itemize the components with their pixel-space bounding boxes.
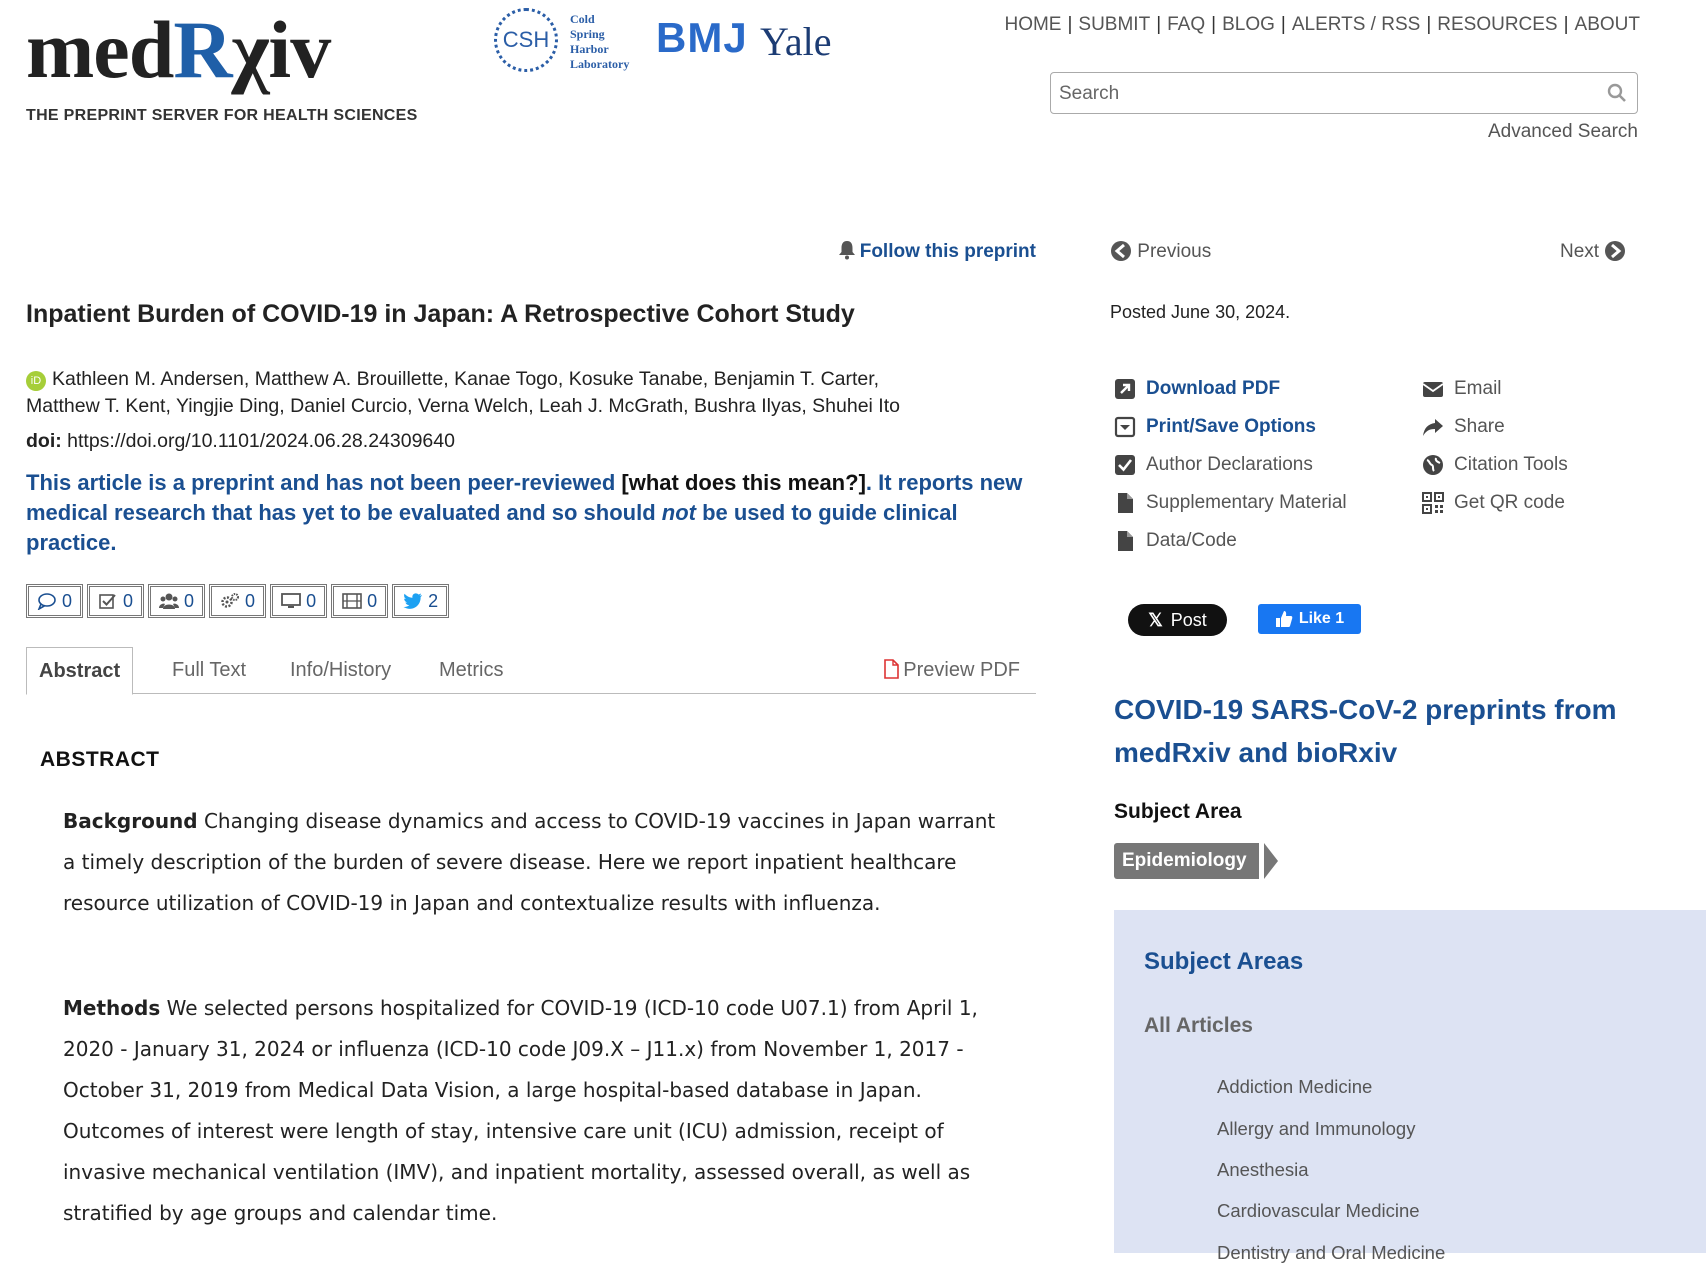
file-icon <box>1114 530 1136 552</box>
nav-separator: | <box>1426 14 1432 35</box>
author-list <box>26 366 1006 420</box>
nav-separator: | <box>1211 14 1217 35</box>
metric-film[interactable] <box>331 584 388 618</box>
note-text-3: be used to guide clinical practice. <box>26 500 958 555</box>
tab-metrics[interactable]: Metrics <box>439 659 504 681</box>
note-text-1: This article is a preprint and has not been peer-reviewed <box>26 470 622 495</box>
subject-addiction-medicine[interactable]: Addiction Medicine <box>1217 1076 1373 1097</box>
pdf-file-icon <box>883 659 899 679</box>
users-icon <box>159 592 179 610</box>
qr-code-label: Get QR code <box>1454 492 1565 513</box>
bell-icon <box>838 240 856 260</box>
nav-home[interactable]: HOME <box>1004 14 1062 35</box>
nav-alerts-rss[interactable]: ALERTS / RSS <box>1291 14 1421 35</box>
medrxiv-logo[interactable] <box>26 0 330 100</box>
data-code-link[interactable] <box>1114 530 1237 552</box>
covid-preprints-link[interactable]: COVID-19 SARS-CoV-2 preprints from medRxiv and bioRxiv <box>1114 694 1617 768</box>
dropdown-box-icon <box>1114 416 1136 438</box>
metric-count: 0 <box>306 590 317 611</box>
checkbox-icon <box>98 592 118 610</box>
subject-areas-panel <box>1114 910 1706 1263</box>
note-bracket-close: ] <box>858 470 866 495</box>
advanced-search-link[interactable]: Advanced Search <box>1488 121 1638 142</box>
csh-line: Cold <box>570 12 595 26</box>
nav-about[interactable]: ABOUT <box>1574 14 1640 35</box>
csh-wordmark <box>570 12 629 72</box>
csh-line: Laboratory <box>570 57 630 71</box>
follow-label: Follow this preprint <box>859 241 1036 262</box>
note-not: not <box>661 500 696 525</box>
nav-blog[interactable]: BLOG <box>1222 14 1275 35</box>
preprint-disclaimer <box>26 468 1026 558</box>
thumbs-up-icon <box>1275 610 1293 628</box>
subject-cardiovascular-medicine[interactable]: Cardiovascular Medicine <box>1217 1200 1420 1221</box>
search-input[interactable] <box>1057 79 1601 109</box>
metric-users[interactable] <box>148 584 205 618</box>
search-box <box>1050 72 1638 114</box>
article-title: Inpatient Burden of COVID-19 in Japan: A Retrospective Cohort Study <box>26 300 855 328</box>
csh-line: Harbor <box>570 42 609 56</box>
search-icon[interactable] <box>1607 83 1627 103</box>
fb-like-label: Like 1 <box>1298 610 1345 627</box>
tab-full-text[interactable]: Full Text <box>172 659 247 681</box>
yale-logo[interactable]: Yale <box>760 19 832 64</box>
download-pdf-label: Download PDF <box>1146 378 1281 399</box>
metric-count: 0 <box>367 590 378 611</box>
nav-faq[interactable]: FAQ <box>1167 14 1206 35</box>
data-code-label: Data/Code <box>1146 530 1237 551</box>
twitter-icon <box>403 592 423 610</box>
abstract-methods <box>63 988 1003 1234</box>
share-icon <box>1422 416 1444 438</box>
qr-code-link[interactable] <box>1422 492 1565 514</box>
what-does-this-mean-link[interactable]: what does this mean? <box>628 470 859 495</box>
download-pdf-link[interactable] <box>1114 378 1280 400</box>
metric-comments[interactable] <box>26 584 83 618</box>
altmetric-row <box>26 584 449 618</box>
external-link-icon <box>1114 378 1136 400</box>
abstract-background <box>63 801 1003 924</box>
author-declarations-label: Author Declarations <box>1146 454 1313 475</box>
print-save-label: Print/Save Options <box>1146 416 1316 437</box>
nav-submit[interactable]: SUBMIT <box>1078 14 1151 35</box>
doi-link[interactable]: https://doi.org/10.1101/2024.06.28.24309640 <box>67 430 455 452</box>
nav-separator: | <box>1156 14 1162 35</box>
csh-logo[interactable] <box>494 8 558 72</box>
authors-line-1[interactable]: Kathleen M. Andersen, Matthew A. Brouillette, Kanae Togo, Kosuke Tanabe, Benjamin T. Carter, <box>52 368 880 390</box>
film-icon <box>342 592 362 610</box>
next-link[interactable] <box>1560 240 1700 263</box>
share-link[interactable] <box>1422 416 1505 438</box>
all-articles-link[interactable]: All Articles <box>1144 1014 1253 1037</box>
x-post-button[interactable] <box>1128 604 1227 636</box>
qr-code-icon <box>1422 492 1444 514</box>
arrow-left-circle-icon <box>1110 240 1132 262</box>
subject-anesthesia[interactable]: Anesthesia <box>1217 1159 1309 1180</box>
metric-count: 0 <box>123 590 134 611</box>
supplementary-material-link[interactable] <box>1114 492 1347 514</box>
nav-separator: | <box>1067 14 1073 35</box>
metric-count: 0 <box>62 590 73 611</box>
posted-date: Posted June 30, 2024. <box>1110 302 1291 322</box>
bmj-logo[interactable]: BMJ <box>656 14 748 61</box>
envelope-icon <box>1422 378 1444 400</box>
background-text: Changing disease dynamics and access to COVID-19 vaccines in Japan warrant a timely description of the burden of severe disease. Here we report inpatient healthcare resource utilization of COVID-19 in Japan and contextualize results with influenza. <box>63 809 996 915</box>
metric-twitter[interactable] <box>392 584 449 618</box>
x-logo-icon: 𝕏 <box>1148 609 1163 630</box>
x-post-label: Post <box>1170 609 1207 630</box>
share-label: Share <box>1454 416 1505 437</box>
background-label: Background <box>63 809 198 833</box>
email-link[interactable] <box>1422 378 1502 400</box>
subject-allergy-immunology[interactable]: Allergy and Immunology <box>1217 1118 1416 1139</box>
nav-resources[interactable]: RESOURCES <box>1437 14 1558 35</box>
subject-dentistry-oral-medicine[interactable]: Dentistry and Oral Medicine <box>1217 1242 1446 1263</box>
facebook-like-button[interactable] <box>1258 604 1361 634</box>
methods-text: We selected persons hospitalized for COVID-19 (ICD-10 code U07.1) from April 1, 2020 - January 31, 2024 or influenza (ICD-10 code J09.X – J11.x) from November 1, 2017 - October 31, 2019 from Medical Data Vision, a large hospital-based database in Japan. Outcomes of interest were length of stay, intensive care unit (ICU) admission, receipt of invasive mechanical ventilation (IMV), and inpatient mortality, assessed overall, as well as stratified by age groups and calendar time. <box>63 996 978 1225</box>
tab-abstract[interactable]: Abstract <box>26 647 133 695</box>
follow-preprint-link[interactable] <box>820 240 1036 263</box>
logo-part-med: med <box>26 4 174 95</box>
metric-reviews[interactable] <box>87 584 144 618</box>
subject-area-label: Subject Area <box>1114 800 1242 823</box>
note-bracket-open: [ <box>621 470 629 495</box>
comment-icon <box>37 592 57 610</box>
doi-label: doi: <box>26 430 62 452</box>
preview-pdf-label: Preview PDF <box>903 659 1020 681</box>
methods-label: Methods <box>63 996 161 1020</box>
tab-info-history[interactable]: Info/History <box>290 659 392 681</box>
logo-tagline: THE PREPRINT SERVER FOR HEALTH SCIENCES <box>26 107 418 124</box>
article-tabs <box>26 647 1036 694</box>
subject-tag-label: Epidemiology <box>1114 843 1259 879</box>
metric-gears[interactable] <box>209 584 266 618</box>
checkbox-icon <box>1114 454 1136 476</box>
doi-line <box>26 430 455 453</box>
note-text-2: . It reports new medical research that has yet to be evaluated and so should <box>26 470 1023 525</box>
metric-count: 2 <box>428 590 439 611</box>
previous-label: Previous <box>1137 241 1212 262</box>
file-icon <box>1114 492 1136 514</box>
citation-tools-link[interactable] <box>1422 454 1568 476</box>
email-label: Email <box>1454 378 1502 399</box>
abstract-heading: ABSTRACT <box>40 748 160 771</box>
supplementary-material-label: Supplementary Material <box>1146 492 1347 513</box>
nav-separator: | <box>1280 14 1286 35</box>
tab-preview-pdf[interactable] <box>883 647 1020 693</box>
metric-monitor[interactable] <box>270 584 327 618</box>
arrow-right-circle-icon <box>1604 240 1626 262</box>
logo-part-r: R <box>173 4 232 95</box>
metric-count: 0 <box>184 590 195 611</box>
metric-count: 0 <box>245 590 256 611</box>
authors-line-2[interactable]: Matthew T. Kent, Yingjie Ding, Daniel Curcio, Verna Welch, Leah J. McGrath, Bushra Ilyas, Shuhei Ito <box>26 395 900 417</box>
logo-part-xiv: χiv <box>231 4 331 95</box>
globe-icon <box>1422 454 1444 476</box>
csh-line: Spring <box>570 27 605 41</box>
print-save-options-link[interactable] <box>1114 416 1316 438</box>
csh-abbrev: CSH <box>502 27 550 52</box>
next-label: Next <box>1560 241 1600 262</box>
monitor-icon <box>281 592 301 610</box>
author-declarations-link[interactable] <box>1114 454 1313 476</box>
nav-separator: | <box>1563 14 1569 35</box>
orcid-icon[interactable]: iD <box>26 371 46 391</box>
previous-link[interactable] <box>1110 240 1211 263</box>
citation-tools-label: Citation Tools <box>1454 454 1568 475</box>
subject-areas-title[interactable]: Subject Areas <box>1144 948 1304 975</box>
top-navigation <box>1000 14 1640 36</box>
gears-icon <box>220 592 240 610</box>
tag-arrow-icon <box>1264 843 1278 879</box>
